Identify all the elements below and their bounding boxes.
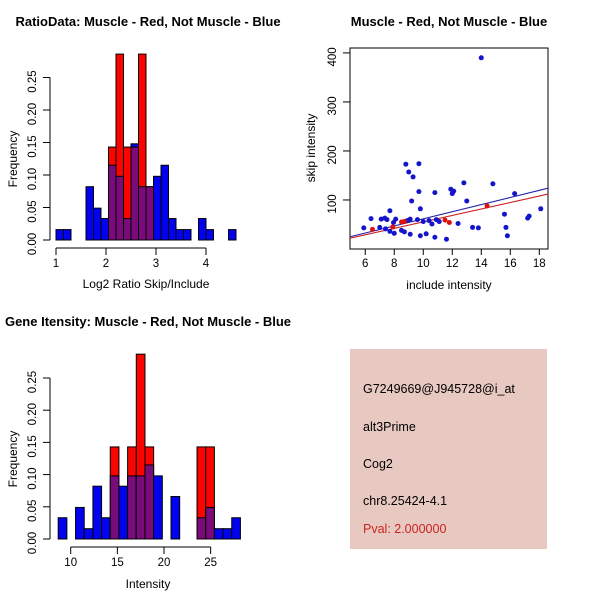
svg-text:8: 8 [391,258,398,270]
gene-histogram-chart [0,300,300,600]
ratio-histogram-xlabel: Log2 Ratio Skip/Include [82,277,210,291]
svg-text:25: 25 [204,557,218,569]
ratio-histogram-title: RatioData: Muscle - Red, Not Muscle - Blue [15,14,281,29]
gene-histogram-ylabel: Frequency [6,430,20,488]
svg-text:0.10: 0.10 [27,467,39,490]
scatter-plot [327,47,548,270]
svg-text:0.20: 0.20 [27,403,39,426]
gene-histogram-title: Gene Itensity: Muscle - Red, Not Muscle - Blue [4,314,292,329]
gene-name-text: Cog2 [363,457,393,471]
ratio-histogram-chart [0,0,300,300]
svg-text:400: 400 [327,47,339,67]
scatter-xlabel: include intensity [406,278,492,292]
location-text: chr8.25424-4.1 [363,494,448,508]
pval-text: Pval: 2.000000 [363,522,447,536]
panel-gene-info [300,300,600,600]
panel-scatter [300,0,600,300]
svg-text:18: 18 [532,258,546,270]
svg-text:16: 16 [503,258,517,270]
svg-text:10: 10 [64,557,78,569]
svg-text:10: 10 [416,258,430,270]
svg-text:3: 3 [152,258,160,270]
scatter-title: Muscle - Red, Not Muscle - Blue [350,14,548,29]
svg-text:6: 6 [362,258,369,270]
gene-histogram-xlabel: Intensity [125,577,171,591]
svg-text:0.15: 0.15 [27,435,39,458]
svg-text:0.00: 0.00 [27,531,39,555]
svg-text:2: 2 [102,258,110,270]
svg-text:0.25: 0.25 [27,70,39,93]
svg-text:0.20: 0.20 [27,102,39,126]
svg-text:300: 300 [327,96,339,116]
svg-text:0.10: 0.10 [27,167,39,191]
ratio-histogram-ylabel: Frequency [6,130,20,188]
svg-text:0.15: 0.15 [27,135,39,158]
gene-histogram-plot [27,354,240,569]
ratio-histogram-plot [27,54,236,270]
svg-text:0.05: 0.05 [27,200,39,223]
svg-text:100: 100 [327,194,339,214]
svg-text:14: 14 [474,258,488,270]
scatter-chart [300,0,600,300]
svg-text:0.05: 0.05 [27,499,39,522]
probe-id-text: G7249669@J945728@i_at [363,382,515,396]
panel-ratio-histogram [0,0,300,300]
svg-text:200: 200 [327,145,339,165]
svg-text:20: 20 [157,557,171,569]
panel-gene-histogram [0,300,300,600]
scatter-ylabel: skip intensity [304,113,318,183]
splice-type-text: alt3Prime [363,420,416,434]
svg-text:4: 4 [202,258,210,270]
svg-text:1: 1 [52,258,60,270]
svg-text:0.00: 0.00 [27,232,39,256]
svg-text:12: 12 [445,258,459,270]
svg-text:0.25: 0.25 [27,370,39,394]
svg-text:15: 15 [110,557,124,569]
gene-info-box [350,349,547,549]
